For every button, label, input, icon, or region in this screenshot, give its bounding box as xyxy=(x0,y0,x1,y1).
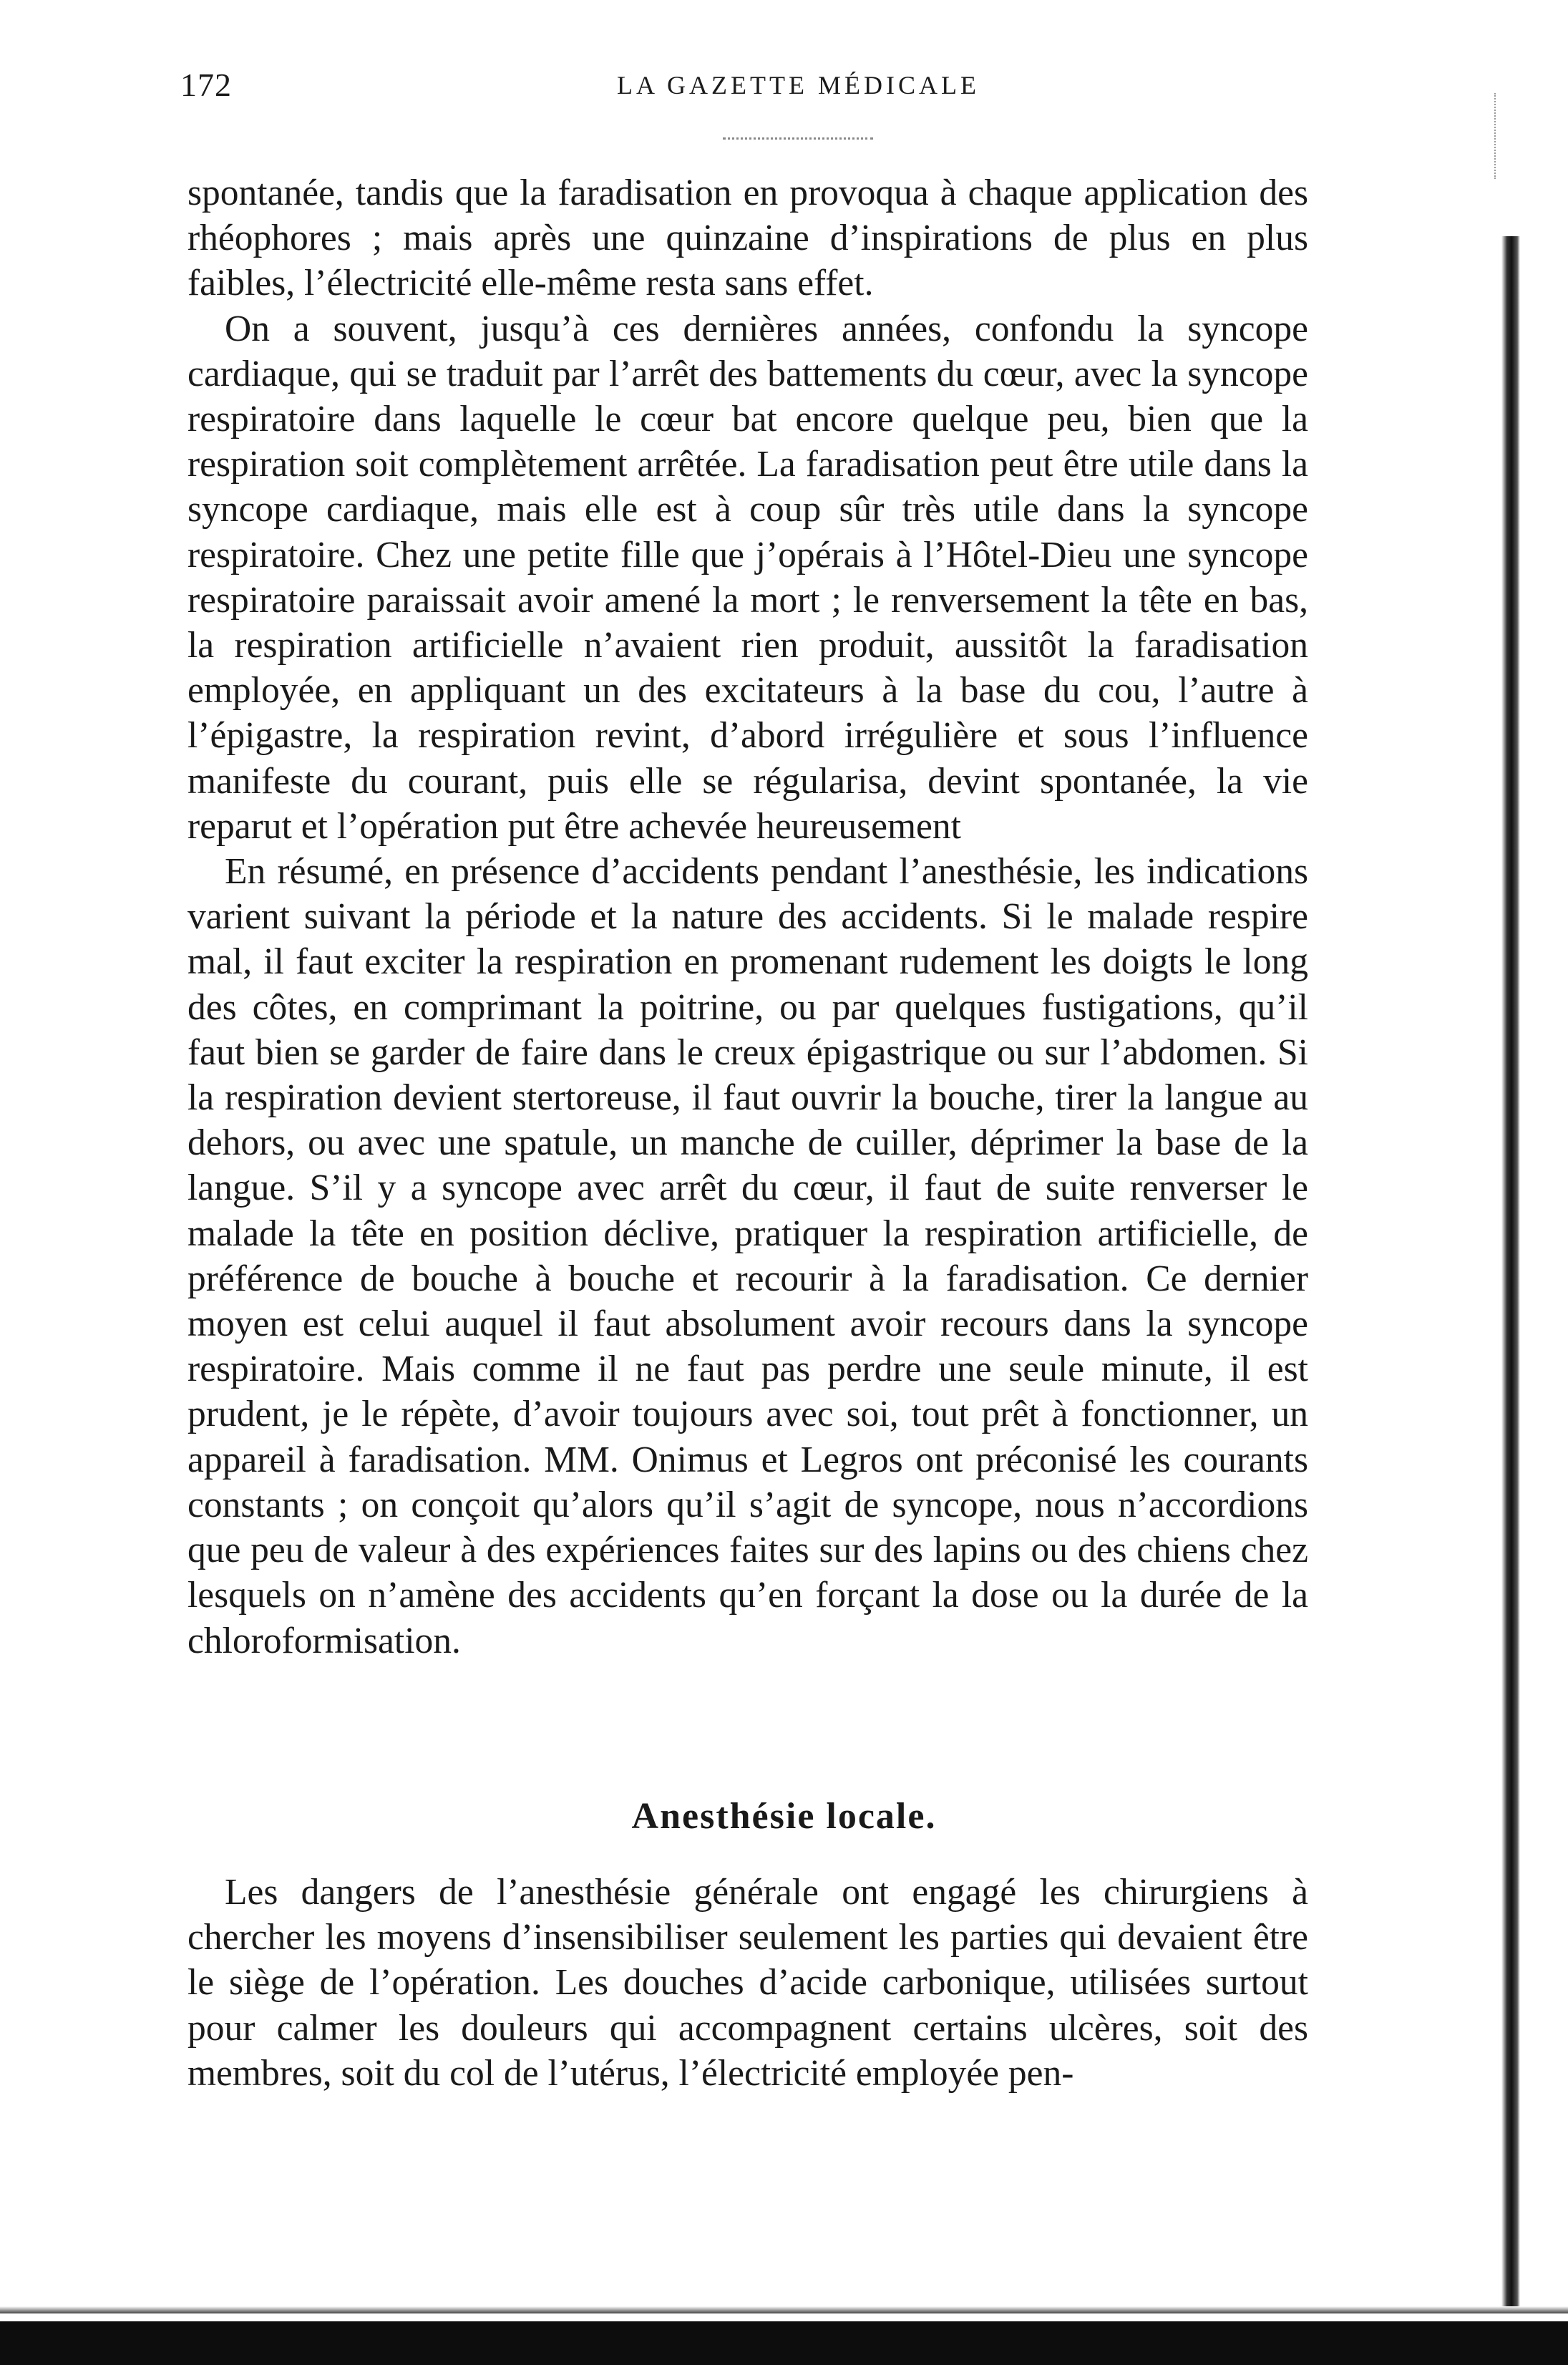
paragraph: En résumé, en présence d’accidents pendant l’anesthésie, les indications varient suivant la période et la nature des accidents. Si le malade respire mal, il faut exciter la respiration en promenant rudement les doigts le long des côtes, en comprimant la poitrine, ou par quelques fustigations, qu’il faut bien se garder de faire dans le creux épigastrique ou sur l’abdomen. Si la respiration devient stertoreuse, il faut ouvrir la bouche, tirer la langue au dehors, ou avec une spatule, un manche de cuiller, déprimer la base de la langue. S’il y a syncope avec arrêt du cœur, il faut de suite renverser le malade la tête en position déclive, pratiquer la respiration artificielle, de préférence de bouche à bouche et recourir à la faradisation. Ce dernier moyen est celui auquel il faut absolument avoir recours dans la syncope respiratoire. Mais comme il ne faut pas perdre une seule minute, il est prudent, je le répète, d’avoir toujours avec soi, tout prêt à fonctionner, un appareil à faradisation. MM. Onimus et Legros ont préconisé les courants constants ; on conçoit qu’alors qu’il s’agit de syncope, nous n’accordions que peu de valeur à des expériences faites sur des lapins ou des chiens chez lesquels on n’amène des accidents qu’en forçant la dose ou la durée de la chloroformisation. xyxy=(188,851,1308,1661)
paragraph: Les dangers de l’anesthésie générale ont engagé les chirurgiens à chercher les moyens d’insensibiliser seulement les parties qui devaient être le siège de l’opération. Les douches d’acide carbonique, utilisées surtout pour calmer les douleurs qui accompagnent certains ulcères, soit des membres, soit du col de l’utérus, l’électricité employée pen- xyxy=(188,1872,1308,2094)
main-text xyxy=(188,170,1308,1664)
header-ornament xyxy=(723,137,873,140)
scan-bottom-shadow xyxy=(0,2306,1568,2313)
section-text xyxy=(188,1870,1308,2096)
running-title xyxy=(0,70,1568,100)
page-number: 172 xyxy=(180,67,232,103)
paragraph: spontanée, tandis que la faradisation en provoqua à chaque application des rhéophores ; mais après une quinzaine d’inspirations de plus en plus faibles, l’électricité elle-même resta sans effet. xyxy=(188,173,1308,304)
scan-binding-edge xyxy=(1501,236,1520,2312)
running-title-text: LA GAZETTE MÉDICALE xyxy=(617,71,980,99)
paragraph: On a souvent, jusqu’à ces dernières années, confondu la syncope cardiaque, qui se traduit par l’arrêt des battements du cœur, avec la syncope respiratoire dans laquelle le cœur bat encore quelque peu, bien que la respiration soit complètement arrêtée. La faradisation peut être utile dans la syncope cardiaque, mais elle est à coup sûr très utile dans la syncope respiratoire. Chez une petite fille que j’opérais à l’Hôtel-Dieu une syncope respiratoire paraissait avoir amené la mort ; le renversement la tête en bas, la respiration artificielle n’avaient rien produit, aussitôt la faradisation employée, en appliquant un des excitateurs à la base du cou, l’autre à l’épigastre, la respiration revint, d’abord irrégulière et sous l’influence manifeste du courant, puis elle se régularisa, devint spontanée, la vie reparut et l’opération put être achevée heureusement xyxy=(188,308,1308,847)
section-heading: Anesthésie locale. xyxy=(631,1796,937,1837)
scan-edge-marks xyxy=(1494,93,1500,179)
scan-bottom-edge xyxy=(0,2321,1568,2365)
